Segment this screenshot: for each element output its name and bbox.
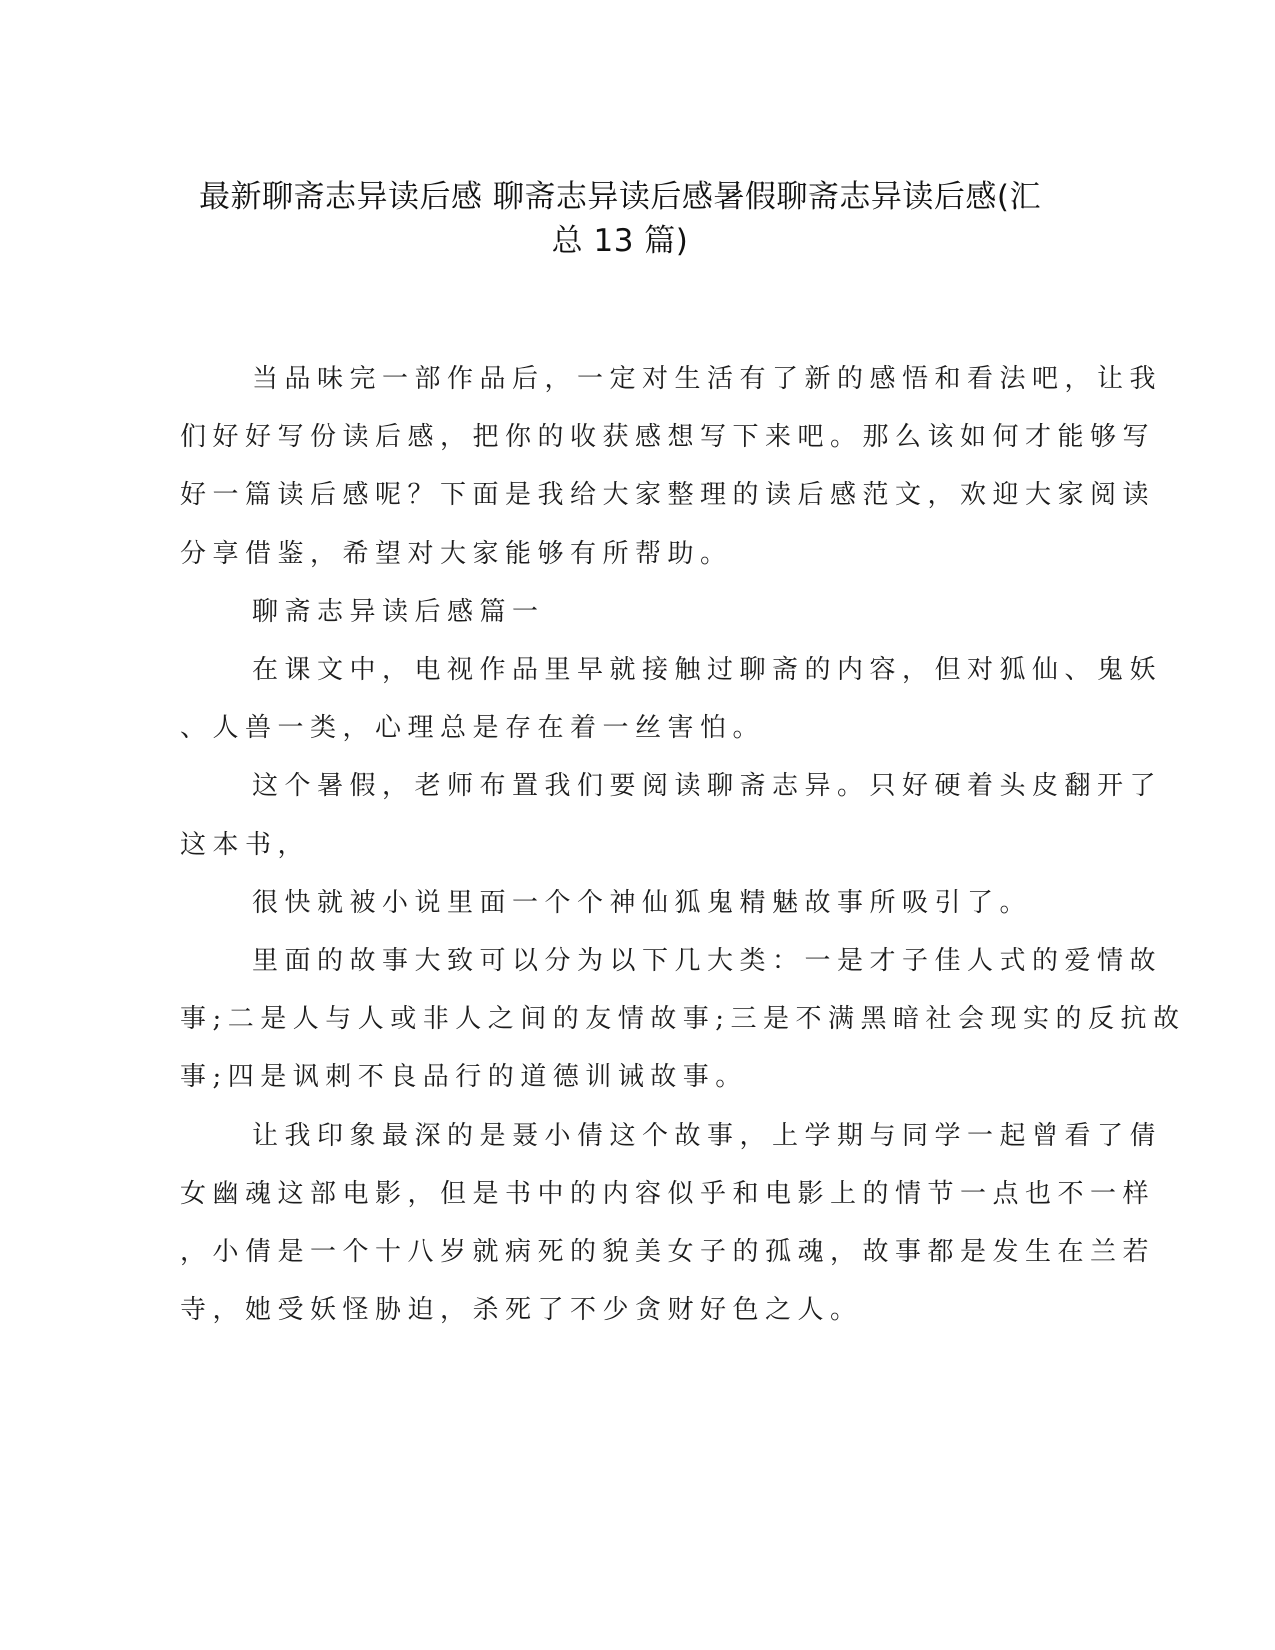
paragraph [180, 1107, 1163, 1340]
text-line: 让我印象最深的是聂小倩这个故事，上学期与同学一起曾看了倩 [252, 1120, 1163, 1151]
text-line: 在课文中，电视作品里早就接触过聊斋的内容，但对狐仙、鬼妖 [252, 655, 1163, 686]
text-line: 很快就被小说里面一个个神仙狐鬼精魅故事所吸引了。 [252, 887, 1033, 918]
title-line: 总 13 篇) [551, 223, 689, 259]
paragraph [180, 641, 1163, 757]
text-line: 、人兽一类，心理总是存在着一丝害怕。 [180, 713, 766, 744]
text-line: 里面的故事大致可以分为以下几大类：一是才子佳人式的爱情故 [252, 946, 1163, 977]
text-line: 事;二是人与人或非人之间的友情故事;三是不满黑暗社会现实的反抗故 [180, 1004, 1186, 1035]
text-line: 好一篇读后感呢？下面是我给大家整理的读后感范文，欢迎大家阅读 [180, 480, 1156, 511]
section-heading [180, 583, 1040, 641]
title-line: 最新聊斋志异读后感 聊斋志异读后感暑假聊斋志异读后感(汇 [199, 179, 1041, 215]
text-line: 事;四是讽刺不良品行的道德训诫故事。 [180, 1062, 748, 1093]
text-line: 分享借鉴，希望对大家能够有所帮助。 [180, 538, 733, 569]
paragraph-intro [180, 350, 1163, 583]
document-body [180, 350, 1186, 1339]
text-line: 们好好写份读后感，把你的收获感想写下来吧。那么该如何才能够写 [180, 422, 1156, 453]
paragraph [180, 757, 1163, 873]
text-line: 寺，她受妖怪胁迫，杀死了不少贪财好色之人。 [180, 1295, 863, 1326]
text-line: ，小倩是一个十八岁就病死的貌美女子的孤魂，故事都是发生在兰若 [180, 1237, 1156, 1268]
paragraph [180, 874, 1040, 932]
document-title [180, 175, 1060, 263]
text-line: 这个暑假，老师布置我们要阅读聊斋志异。只好硬着头皮翻开了 [252, 771, 1163, 802]
paragraph [180, 932, 1186, 1107]
text-line: 这本书， [180, 829, 311, 860]
text-line: 女幽魂这部电影，但是书中的内容似乎和电影上的情节一点也不一样 [180, 1178, 1156, 1209]
text-line: 聊斋志异读后感篇一 [252, 596, 545, 627]
text-line: 当品味完一部作品后，一定对生活有了新的感悟和看法吧，让我 [252, 364, 1163, 394]
